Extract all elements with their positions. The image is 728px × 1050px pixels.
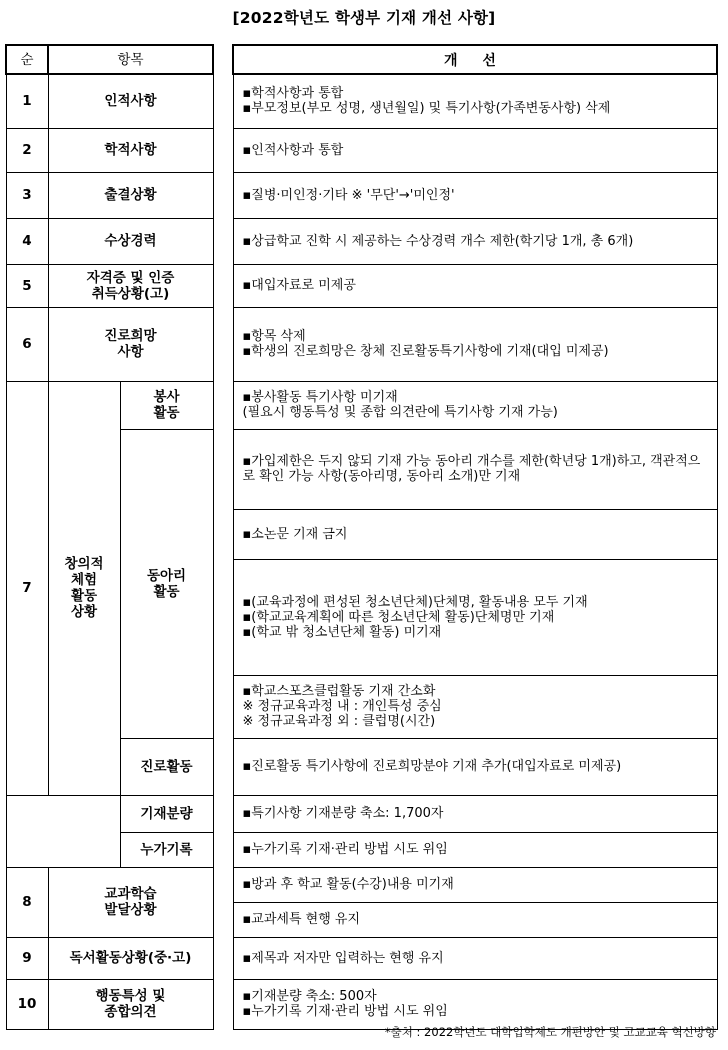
row-5-improve: ▪대입자료로 미제공 [233, 264, 717, 307]
row-1-improve: ▪학적사항과 통합 ▪부모정보(부모 성명, 생년월일) 및 특기사항(가족변동사항) 삭제 [233, 74, 717, 128]
row-3-no: 3 [6, 172, 48, 218]
row-7-sub-volunteer: 봉사 활동 [120, 381, 213, 429]
row-6-item: 진로희망 사항 [48, 307, 213, 381]
row-10-no: 10 [6, 979, 48, 1029]
item-table [5, 44, 214, 1030]
row-7-club-improve-4: ▪학교스포츠클럽활동 기재 간소화 ※ 정규교육과정 내 : 개인특성 중심 ※ 정규교육과정 외 : 클럽명(시간) [233, 675, 717, 738]
row-7-blank [6, 795, 120, 867]
row-4-no: 4 [6, 218, 48, 264]
row-5-no: 5 [6, 264, 48, 307]
row-1-no: 1 [6, 74, 48, 128]
source-footnote: *출처 : 2022학년도 대학입학제도 개편방안 및 고교교육 혁신방향 [384, 1025, 716, 1039]
row-8-improve-b: ▪교과세특 현행 유지 [233, 902, 717, 937]
row-8-improve-a: ▪방과 후 학교 활동(수강)내용 미기재 [233, 867, 717, 902]
col-item-header: 항목 [48, 45, 213, 74]
row-2-improve: ▪인적사항과 통합 [233, 128, 717, 172]
row-7-sub-club: 동아리 활동 [120, 429, 213, 738]
row-7-sub-cumulative: 누가기록 [120, 832, 213, 867]
improvement-table [232, 44, 718, 1030]
row-10-improve: ▪기재분량 축소: 500자 ▪누가기록 기재·관리 방법 시도 위임 [233, 979, 717, 1029]
row-7-cumulative-improve: ▪누가기록 기재·관리 방법 시도 위임 [233, 832, 717, 867]
row-9-no: 9 [6, 937, 48, 979]
row-7-sub-career: 진로활동 [120, 738, 213, 795]
row-2-item: 학적사항 [48, 128, 213, 172]
row-1-item: 인적사항 [48, 74, 213, 128]
row-7-club-improve-2: ▪소논문 기재 금지 [233, 509, 717, 559]
row-8-item: 교과학습 발달상황 [48, 867, 213, 937]
row-7-sub-volume: 기재분량 [120, 795, 213, 832]
row-9-item: 독서활동상황(중·고) [48, 937, 213, 979]
row-7-volunteer-improve: ▪봉사활동 특기사항 미기재 (필요시 행동특성 및 종합 의견란에 특기사항 기재 가능) [233, 381, 717, 429]
row-7-career-improve: ▪진로활동 특기사항에 진로희망분야 기재 추가(대입자료로 미제공) [233, 738, 717, 795]
row-5-item: 자격증 및 인증 취득상황(고) [48, 264, 213, 307]
row-2-no: 2 [6, 128, 48, 172]
row-10-item: 행동특성 및 종합의견 [48, 979, 213, 1029]
row-7-club-improve-1: ▪가입제한은 두지 않되 기재 가능 동아리 개수를 제한(학년당 1개)하고, 객관적으로 확인 가능 사항(동아리명, 동아리 소개)만 기재 [233, 429, 717, 509]
row-3-improve: ▪질병·미인정·기타 ※ '무단'→'미인정' [233, 172, 717, 218]
row-7-item: 창의적 체험 활동 상황 [48, 381, 120, 795]
col-improve-header: 개 선 [233, 45, 717, 74]
col-no-header: 순 [6, 45, 48, 74]
row-7-volume-improve: ▪특기사항 기재분량 축소: 1,700자 [233, 795, 717, 832]
row-8-no: 8 [6, 867, 48, 937]
row-7-club-improve-3: ▪(교육과정에 편성된 청소년단체)단체명, 활동내용 모두 기재 ▪(학교교육계획에 따른 청소년단체 활동)단체명만 기재 ▪(학교 밖 청소년단체 활동) 미기재 [233, 559, 717, 675]
row-4-improve: ▪상급학교 진학 시 제공하는 수상경력 개수 제한(학기당 1개, 총 6개) [233, 218, 717, 264]
row-7-no: 7 [6, 381, 48, 795]
row-6-improve: ▪항목 삭제 ▪학생의 진로희망은 창체 진로활동특기사항에 기재(대입 미제공) [233, 307, 717, 381]
row-3-item: 출결상황 [48, 172, 213, 218]
row-4-item: 수상경력 [48, 218, 213, 264]
row-9-improve: ▪제목과 저자만 입력하는 현행 유지 [233, 937, 717, 979]
row-6-no: 6 [6, 307, 48, 381]
page-title: [2022학년도 학생부 기재 개선 사항] [232, 9, 496, 27]
